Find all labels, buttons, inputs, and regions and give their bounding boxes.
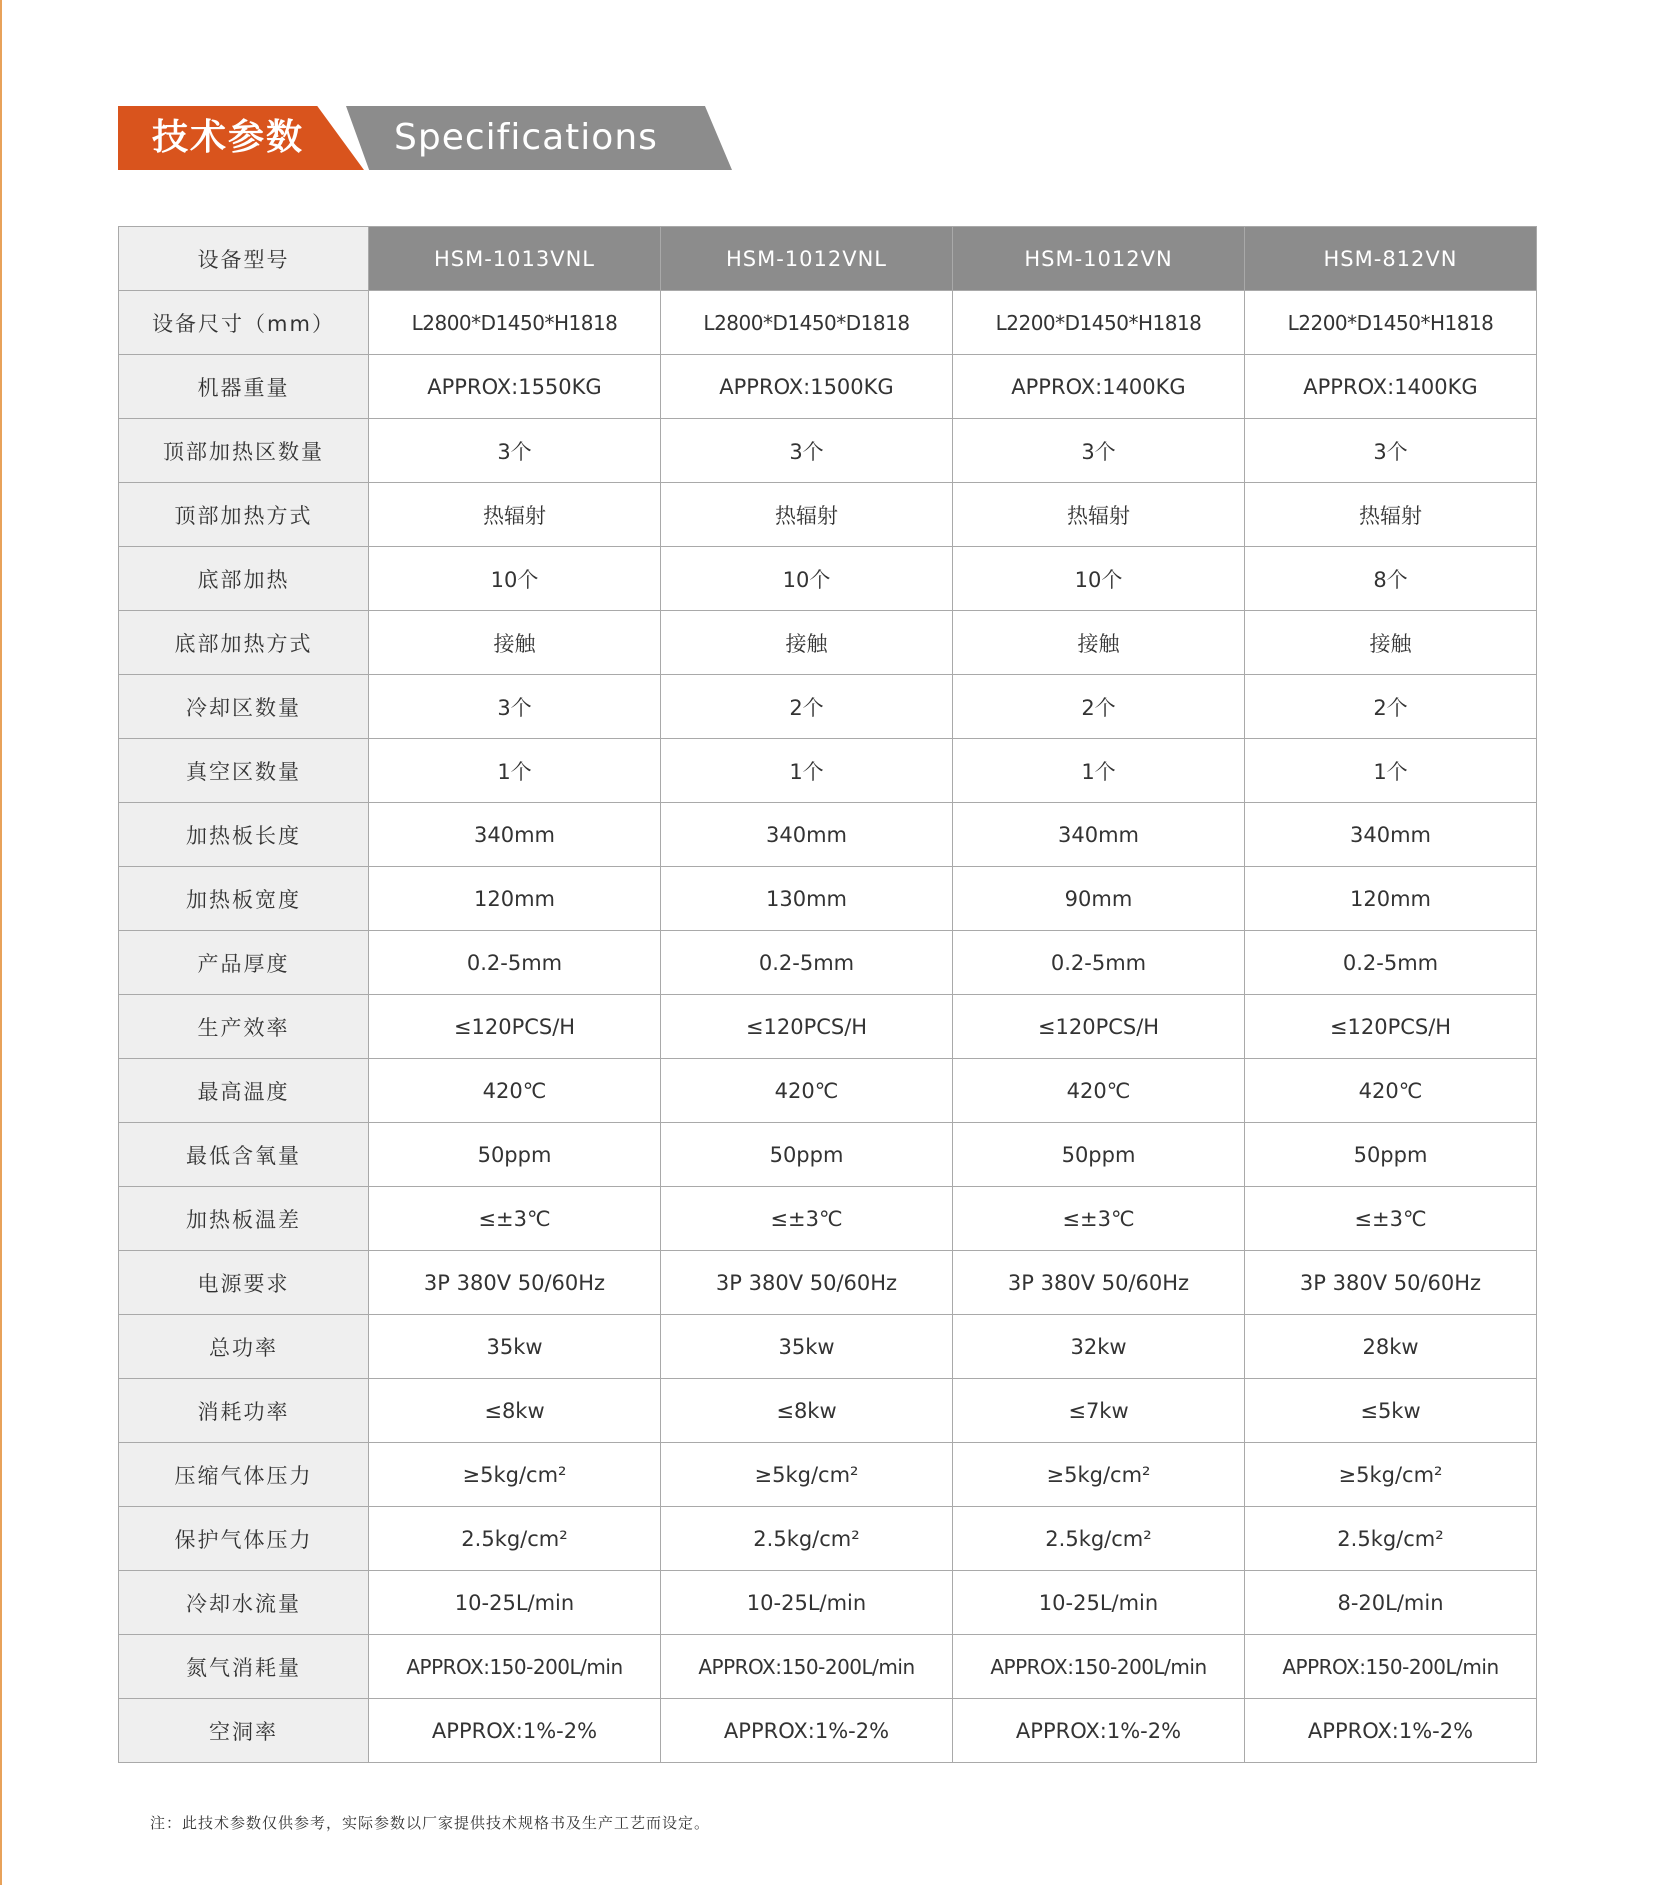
table-row — [119, 1699, 1537, 1763]
value-cell: APPROX:150-200L/min — [661, 1635, 953, 1699]
value-cell: 340mm — [369, 803, 661, 867]
value-cell: 0.2-5mm — [953, 931, 1245, 995]
spec-table-body — [119, 227, 1537, 1763]
value-cell: 3个 — [1245, 419, 1537, 483]
row-label-cell: 电源要求 — [119, 1251, 369, 1315]
table-row — [119, 1507, 1537, 1571]
value-cell: 2个 — [661, 675, 953, 739]
row-label-cell: 最高温度 — [119, 1059, 369, 1123]
value-cell: APPROX:1%-2% — [369, 1699, 661, 1763]
value-cell: 2.5kg/cm² — [661, 1507, 953, 1571]
row-label-cell: 保护气体压力 — [119, 1507, 369, 1571]
value-cell: 1个 — [369, 739, 661, 803]
value-cell: APPROX:1%-2% — [953, 1699, 1245, 1763]
value-cell: ≤8kw — [661, 1379, 953, 1443]
row-label-cell: 产品厚度 — [119, 931, 369, 995]
value-cell: 50ppm — [369, 1123, 661, 1187]
table-row — [119, 547, 1537, 611]
value-cell: L2800*D1450*D1818 — [661, 291, 953, 355]
value-cell: 28kw — [1245, 1315, 1537, 1379]
value-cell: 420℃ — [661, 1059, 953, 1123]
value-cell: 接触 — [369, 611, 661, 675]
value-cell: 1个 — [953, 739, 1245, 803]
value-cell: 热辐射 — [953, 483, 1245, 547]
value-cell: APPROX:150-200L/min — [369, 1635, 661, 1699]
title-en-text: Specifications — [394, 117, 658, 158]
value-cell: 2.5kg/cm² — [369, 1507, 661, 1571]
row-label-cell: 底部加热 — [119, 547, 369, 611]
row-label-cell: 加热板宽度 — [119, 867, 369, 931]
model-header-cell: HSM-1013VNL — [369, 227, 661, 291]
value-cell: L2800*D1450*H1818 — [369, 291, 661, 355]
value-cell: 35kw — [369, 1315, 661, 1379]
table-row — [119, 611, 1537, 675]
value-cell: ≤±3℃ — [661, 1187, 953, 1251]
row-label-cell: 设备尺寸（mm） — [119, 291, 369, 355]
table-row — [119, 1443, 1537, 1507]
value-cell: 热辐射 — [1245, 483, 1537, 547]
table-row — [119, 419, 1537, 483]
value-cell: 420℃ — [1245, 1059, 1537, 1123]
value-cell: 32kw — [953, 1315, 1245, 1379]
value-cell: ≤5kw — [1245, 1379, 1537, 1443]
value-cell: 35kw — [661, 1315, 953, 1379]
table-row — [119, 483, 1537, 547]
value-cell: 120mm — [369, 867, 661, 931]
value-cell: ≥5kg/cm² — [661, 1443, 953, 1507]
value-cell: 1个 — [1245, 739, 1537, 803]
title-cn-text: 技术参数 — [152, 117, 305, 158]
value-cell: 8-20L/min — [1245, 1571, 1537, 1635]
row-label-cell: 底部加热方式 — [119, 611, 369, 675]
value-cell: APPROX:1%-2% — [661, 1699, 953, 1763]
value-cell: 热辐射 — [369, 483, 661, 547]
value-cell: 3个 — [369, 675, 661, 739]
value-cell: 3P 380V 50/60Hz — [369, 1251, 661, 1315]
section-title-banner — [118, 106, 732, 170]
table-row — [119, 1123, 1537, 1187]
row-label-cell: 最低含氧量 — [119, 1123, 369, 1187]
value-cell: ≤120PCS/H — [1245, 995, 1537, 1059]
table-row — [119, 1187, 1537, 1251]
value-cell: APPROX:1%-2% — [1245, 1699, 1537, 1763]
row-label-cell: 总功率 — [119, 1315, 369, 1379]
value-cell: 接触 — [953, 611, 1245, 675]
value-cell: ≥5kg/cm² — [369, 1443, 661, 1507]
value-cell: ≤7kw — [953, 1379, 1245, 1443]
value-cell: 热辐射 — [661, 483, 953, 547]
value-cell: 1个 — [661, 739, 953, 803]
row-label-cell: 加热板温差 — [119, 1187, 369, 1251]
table-row — [119, 291, 1537, 355]
table-row — [119, 867, 1537, 931]
row-label-cell: 顶部加热方式 — [119, 483, 369, 547]
table-row — [119, 739, 1537, 803]
value-cell: 420℃ — [369, 1059, 661, 1123]
table-row — [119, 1571, 1537, 1635]
value-cell: 10个 — [369, 547, 661, 611]
value-cell: 50ppm — [661, 1123, 953, 1187]
value-cell: 50ppm — [1245, 1123, 1537, 1187]
value-cell: 50ppm — [953, 1123, 1245, 1187]
value-cell: ≤120PCS/H — [661, 995, 953, 1059]
value-cell: 0.2-5mm — [1245, 931, 1537, 995]
row-label-cell: 空洞率 — [119, 1699, 369, 1763]
table-row — [119, 1635, 1537, 1699]
value-cell: 10-25L/min — [953, 1571, 1245, 1635]
value-cell: 0.2-5mm — [661, 931, 953, 995]
value-cell: L2200*D1450*H1818 — [953, 291, 1245, 355]
value-cell: 0.2-5mm — [369, 931, 661, 995]
value-cell: 340mm — [1245, 803, 1537, 867]
row-label-cell: 加热板长度 — [119, 803, 369, 867]
row-label-cell: 生产效率 — [119, 995, 369, 1059]
value-cell: 130mm — [661, 867, 953, 931]
header-label-cell: 设备型号 — [119, 227, 369, 291]
value-cell: 10-25L/min — [661, 1571, 953, 1635]
value-cell: 2个 — [953, 675, 1245, 739]
value-cell: 接触 — [661, 611, 953, 675]
page-edge-line — [0, 0, 2, 1885]
value-cell: 3个 — [953, 419, 1245, 483]
value-cell: 340mm — [953, 803, 1245, 867]
value-cell: ≤±3℃ — [369, 1187, 661, 1251]
value-cell: ≤120PCS/H — [369, 995, 661, 1059]
value-cell: APPROX:1400KG — [953, 355, 1245, 419]
value-cell: 接触 — [1245, 611, 1537, 675]
table-row — [119, 803, 1537, 867]
table-row — [119, 1315, 1537, 1379]
value-cell: 3个 — [661, 419, 953, 483]
value-cell: 10-25L/min — [369, 1571, 661, 1635]
value-cell: ≥5kg/cm² — [953, 1443, 1245, 1507]
table-row — [119, 675, 1537, 739]
model-header-cell: HSM-1012VNL — [661, 227, 953, 291]
value-cell: 10个 — [661, 547, 953, 611]
table-row — [119, 1251, 1537, 1315]
value-cell: APPROX:150-200L/min — [953, 1635, 1245, 1699]
row-label-cell: 真空区数量 — [119, 739, 369, 803]
value-cell: 90mm — [953, 867, 1245, 931]
value-cell: ≤±3℃ — [953, 1187, 1245, 1251]
model-header-cell: HSM-1012VN — [953, 227, 1245, 291]
table-row — [119, 1059, 1537, 1123]
value-cell: APPROX:1500KG — [661, 355, 953, 419]
value-cell: ≤120PCS/H — [953, 995, 1245, 1059]
table-row — [119, 1379, 1537, 1443]
value-cell: APPROX:1400KG — [1245, 355, 1537, 419]
value-cell: 8个 — [1245, 547, 1537, 611]
row-label-cell: 冷却水流量 — [119, 1571, 369, 1635]
row-label-cell: 冷却区数量 — [119, 675, 369, 739]
value-cell: ≤8kw — [369, 1379, 661, 1443]
table-row — [119, 931, 1537, 995]
value-cell: APPROX:150-200L/min — [1245, 1635, 1537, 1699]
header-row — [119, 227, 1537, 291]
row-label-cell: 消耗功率 — [119, 1379, 369, 1443]
value-cell: 3P 380V 50/60Hz — [661, 1251, 953, 1315]
table-row — [119, 995, 1537, 1059]
value-cell: 420℃ — [953, 1059, 1245, 1123]
row-label-cell: 氮气消耗量 — [119, 1635, 369, 1699]
row-label-cell: 压缩气体压力 — [119, 1443, 369, 1507]
row-label-cell: 机器重量 — [119, 355, 369, 419]
value-cell: ≤±3℃ — [1245, 1187, 1537, 1251]
row-label-cell: 顶部加热区数量 — [119, 419, 369, 483]
value-cell: APPROX:1550KG — [369, 355, 661, 419]
value-cell: 3P 380V 50/60Hz — [953, 1251, 1245, 1315]
value-cell: 120mm — [1245, 867, 1537, 931]
table-row — [119, 355, 1537, 419]
value-cell: 10个 — [953, 547, 1245, 611]
footnote: 注：此技术参数仅供参考，实际参数以厂家提供技术规格书及生产工艺而设定。 — [150, 1814, 711, 1832]
model-header-cell: HSM-812VN — [1245, 227, 1537, 291]
value-cell: ≥5kg/cm² — [1245, 1443, 1537, 1507]
value-cell: 3P 380V 50/60Hz — [1245, 1251, 1537, 1315]
value-cell: 2个 — [1245, 675, 1537, 739]
value-cell: 2.5kg/cm² — [1245, 1507, 1537, 1571]
value-cell: 340mm — [661, 803, 953, 867]
spec-table — [118, 226, 1537, 1763]
value-cell: L2200*D1450*H1818 — [1245, 291, 1537, 355]
value-cell: 3个 — [369, 419, 661, 483]
value-cell: 2.5kg/cm² — [953, 1507, 1245, 1571]
